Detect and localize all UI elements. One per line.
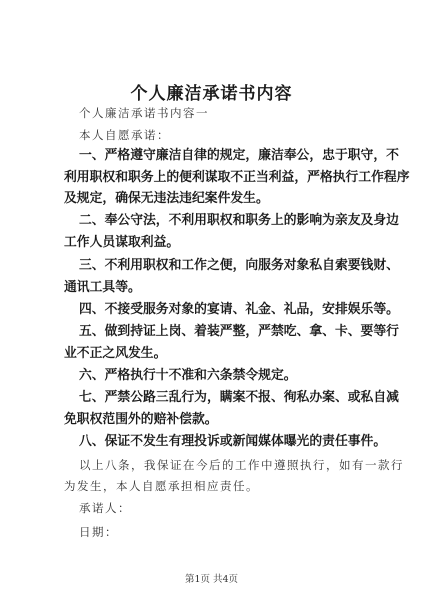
intro-line: 本人自愿承诺：: [79, 128, 170, 142]
date-label: 日期：: [79, 525, 118, 539]
clause-4-line-1: 四、不接受服务对象的宴请、礼金、礼品，安排娱乐等。: [79, 302, 399, 317]
clause-1-line-2: 利用职权和职务上的便利谋取不正当利益，严格执行工作程序: [64, 170, 410, 185]
clause-7-line-2: 免职权范围外的赔补偿款。: [64, 412, 218, 427]
clause-3-line-2: 通讯工具等。: [64, 280, 141, 295]
clause-2-line-2: 工作人员谋取利益。: [64, 235, 180, 250]
page-title: 个人廉洁承诺书内容: [130, 84, 293, 104]
clause-5-line-1: 五、做到持证上岗、着装严整，严禁吃、拿、卡、要等行: [79, 324, 399, 339]
clause-6-line-1: 六、严格执行十不准和六条禁令规定。: [79, 368, 297, 383]
page-number-footer: 第1页 共4页: [184, 574, 239, 585]
clause-5-line-2: 业不正之风发生。: [64, 346, 167, 361]
closing-line-1: 以上八条，我保证在今后的工作中遵照执行，如有一款行: [79, 458, 404, 472]
subtitle-line: 个人廉洁承诺书内容一: [79, 106, 209, 120]
clause-3-line-1: 三、不利用职权和工作之便，向服务对象私自索要钱财、: [79, 258, 399, 273]
signer-label: 承诺人：: [79, 501, 131, 515]
closing-line-2: 为发生，本人自愿承担相应责任。: [64, 479, 259, 493]
clause-8-line-1: 八、保证不发生有理投诉或新闻媒体曝光的责任事件。: [79, 434, 387, 449]
clause-1-line-1: 一、严格遵守廉洁自律的规定，廉洁奉公，忠于职守，不: [79, 148, 399, 163]
clause-1-line-3: 及规定，确保无违法违纪案件发生。: [64, 191, 269, 206]
clause-2-line-1: 二、奉公守法，不利用职权和职务上的影响为亲友及身边: [79, 213, 399, 228]
clause-7-line-1: 七、严禁公路三乱行为，瞒案不报、徇私办案、或私自减: [79, 390, 399, 405]
